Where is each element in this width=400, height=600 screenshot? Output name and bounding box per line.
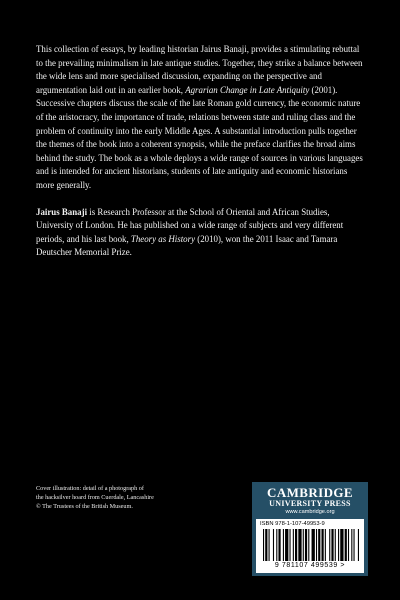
cover-credit	[36, 484, 236, 511]
cover-credit-line: the hacksilver hoard from Cuerdale, Lancashire	[36, 494, 154, 501]
author-bio-paragraph	[36, 206, 366, 260]
publisher-logo-subname: UNIVERSITY PRESS	[269, 499, 351, 508]
cover-credit-line: Cover illustration: detail of a photograph of	[36, 485, 144, 492]
isbn-box	[256, 519, 364, 573]
last-book-title: Theory as History	[130, 233, 196, 244]
earlier-book-title: Agrarian Change in Late Antiquity	[185, 84, 310, 95]
barcode-digits: 9 781107 499539 >	[274, 562, 346, 569]
blurb-text	[36, 43, 366, 260]
publisher-url: www.cambridge.org	[285, 509, 335, 515]
author-bio-text-continued: (2010), won the 2011 Isaac and Tamara Deutscher Memorial Prize.	[36, 233, 338, 258]
publisher-logo-name: CAMBRIDGE	[267, 485, 353, 500]
publisher-panel	[252, 482, 368, 576]
description-text-continued: (2001). Successive chapters discuss the scale of the late Roman gold currency, the economic nature of the aristocracy, the importance of trade, relations between state and ruling class and the problem of continuity into the early Middle Ages. A substantial introduction pulls together the themes of the book into a coherent synopsis, while the preface clarifies the broad aims behind the study. The book as a whole deploys a wide range of sources in various languages and is intended for ancient historians, students of late antiquity and economic historians more generally.	[36, 84, 363, 190]
isbn-label: ISBN 978-1-107-49953-9	[260, 521, 325, 527]
barcode-icon	[263, 529, 359, 561]
description-text: This collection of essays, by leading historian Jairus Banaji, provides a stimulating rebuttal to the prevailing minimalism in late antique studies. Together, they strike a balance between the wide lens and more specialised discussion, expanding on the perspective and argumentation laid out in an earlier book,	[36, 44, 363, 95]
cover-credit-line: © The Trustees of the British Museum.	[36, 503, 133, 510]
author-name: Jairus Banaji	[36, 206, 88, 217]
author-bio-text: is Research Professor at the School of Oriental and African Studies, University of London. He has published on a wide range of subjects and very different periods, and his last book,	[36, 206, 344, 244]
description-paragraph	[36, 43, 366, 193]
